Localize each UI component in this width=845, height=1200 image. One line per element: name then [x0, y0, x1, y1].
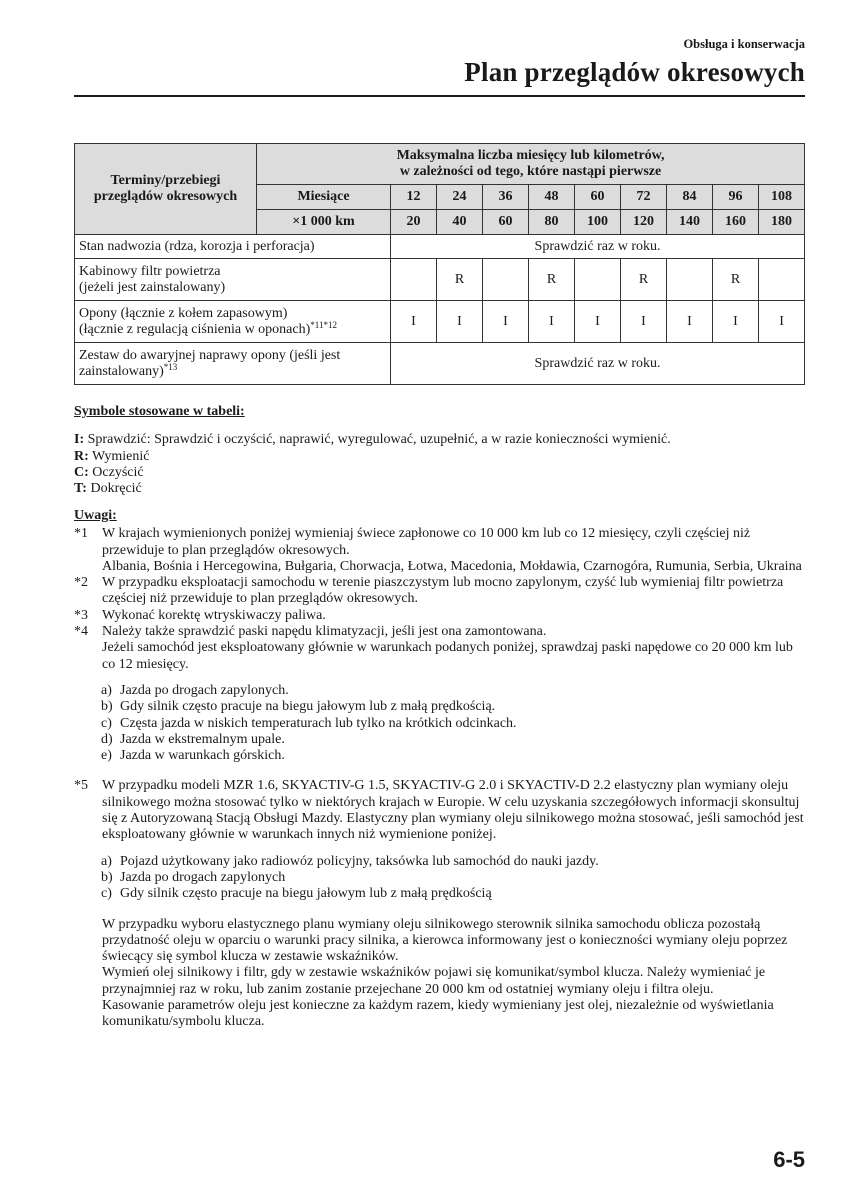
page-title: Plan przeglądów okresowych	[464, 57, 805, 87]
month-cell: 60	[575, 185, 621, 210]
table-row	[75, 301, 805, 343]
notes-heading: Uwagi:	[74, 508, 117, 523]
row-item-label: Kabinowy filtr powietrza (jeżeli jest zainstalowany)	[75, 259, 391, 301]
km-cell: 120	[621, 210, 667, 235]
schedule-cell: I	[621, 301, 667, 343]
title-divider	[74, 95, 805, 97]
schedule-cell	[391, 259, 437, 301]
month-cell: 72	[621, 185, 667, 210]
km-cell: 40	[437, 210, 483, 235]
row-span-text: Sprawdzić raz w roku.	[391, 235, 805, 259]
schedule-cell: R	[437, 259, 483, 301]
km-cell: 180	[759, 210, 805, 235]
list-item: a) Pojazd użytkowany jako radiowóz policyjny, taksówka lub samochód do nauki jazdy.	[101, 853, 599, 869]
symbol-item: R: Wymienić	[74, 448, 150, 464]
schedule-cell: I	[391, 301, 437, 343]
schedule-cell: I	[529, 301, 575, 343]
schedule-cell: R	[529, 259, 575, 301]
note-5-details: W przypadku wyboru elastycznego planu wymiany oleju silnikowego sterownik silnika samochodu oblicza pozostałą przydatność oleju w oparciu o warunki pracy silnika, a kierowca informowany jest o konieczności wymiany oleju poprzez świecący się symbol klucza w zestawie wskaźników. Wymień olej silnikowy i filtr, gdy w zestawie wskaźników pojawi się komunikat/symbol klucza. Należy wymieniać je przynajmniej raz w roku, lub zanim zostanie przejechane 20 000 km od ostatniej wymiany oleju i filtra oleju. Kasowanie parametrów oleju jest konieczne za każdym razem, kiedy wymieniany jest olej, niezależnie od wyświetlania komunikatu/symbolu klucza.	[102, 916, 788, 1030]
schedule-cell	[667, 259, 713, 301]
km-label: ×1 000 km	[257, 210, 391, 235]
schedule-cell: I	[437, 301, 483, 343]
km-cell: 160	[713, 210, 759, 235]
row-span-text: Sprawdzić raz w roku.	[391, 343, 805, 385]
month-cell: 24	[437, 185, 483, 210]
notes-section	[74, 508, 804, 1031]
table-row	[75, 235, 805, 259]
schedule-cell	[483, 259, 529, 301]
table-max-header: Maksymalna liczba miesięcy lub kilometrów, w zależności od tego, które nastąpi pierwsze	[257, 144, 805, 185]
schedule-cell: I	[575, 301, 621, 343]
symbol-item: T: Dokręcić	[74, 481, 142, 497]
list-item: a) Jazda po drogach zapylonych.	[101, 682, 289, 698]
month-cell: 12	[391, 185, 437, 210]
list-item: d) Jazda w ekstremalnym upale.	[101, 731, 285, 747]
note-5-list	[74, 854, 804, 903]
note-1: *1 W krajach wymienionych poniżej wymieniaj świece zapłonowe co 10 000 km lub co 12 miesięcy, czyli częściej niż przewiduje to plan przeglądów okresowych. Albania, Bośnia i Hercegowina, Bułgaria, Chorwacja, Łotwa, Macedonia, Mołdawia, Czarnogóra, Rumunia, Serbia, Ukraina	[74, 526, 802, 574]
inspection-schedule-table	[74, 143, 805, 385]
page-number: 6-5	[773, 1147, 805, 1172]
schedule-cell: I	[713, 301, 759, 343]
km-cell: 60	[483, 210, 529, 235]
list-item: c) Gdy silnik często pracuje na biegu jałowym lub z małą prędkością	[101, 886, 492, 902]
table-row	[75, 343, 805, 385]
schedule-cell: I	[759, 301, 805, 343]
row-item-label: Zestaw do awaryjnej naprawy opony (jeśli jest zainstalowany)$^{*13}$	[75, 343, 391, 385]
schedule-cell: I	[483, 301, 529, 343]
schedule-cell: R	[713, 259, 759, 301]
month-cell: 108	[759, 185, 805, 210]
month-cell: 96	[713, 185, 759, 210]
schedule-cell: I	[667, 301, 713, 343]
km-cell: 20	[391, 210, 437, 235]
table-corner-header: Terminy/przebiegi przeglądów okresowych	[75, 144, 257, 235]
row-item-label: Stan nadwozia (rdza, korozja i perforacja)	[75, 235, 391, 259]
note-3: *3 Wykonać korektę wtryskiwaczy paliwa.	[74, 607, 326, 623]
table-row	[75, 259, 805, 301]
note-4-list	[74, 683, 804, 764]
row-item-label: Opony (łącznie z kołem zapasowym) (łącznie z regulacją ciśnienia w oponach)$^{*11*12}$	[75, 301, 391, 343]
km-cell: 100	[575, 210, 621, 235]
symbols-list	[74, 432, 804, 497]
symbol-item: I: Sprawdzić: Sprawdzić i oczyścić, naprawić, wyregulować, uzupełnić, a w razie konieczności wymienić.	[74, 432, 671, 448]
symbol-item: C: Oczyścić	[74, 464, 144, 480]
km-cell: 140	[667, 210, 713, 235]
list-item: e) Jazda w warunkach górskich.	[101, 748, 285, 764]
km-cell: 80	[529, 210, 575, 235]
note-2: *2 W przypadku eksploatacji samochodu w terenie piaszczystym lub mocno zapylonym, czyść lub wymieniaj filtr powietrza częściej niż przewiduje to plan przeglądów okresowych.	[74, 575, 784, 607]
symbols-heading: Symbole stosowane w tabeli:	[74, 404, 245, 419]
schedule-cell	[575, 259, 621, 301]
list-item: b) Jazda po drogach zapylonych	[101, 869, 286, 885]
list-item: b) Gdy silnik często pracuje na biegu jałowym lub z małą prędkością.	[101, 699, 496, 715]
list-item: c) Częsta jazda w niskich temperaturach lub tylko na krótkich odcinkach.	[101, 715, 517, 731]
section-label: Obsługa i konserwacja	[683, 37, 805, 51]
schedule-cell	[759, 259, 805, 301]
month-cell: 36	[483, 185, 529, 210]
symbols-section	[74, 404, 804, 497]
month-cell: 48	[529, 185, 575, 210]
month-cell: 84	[667, 185, 713, 210]
months-label: Miesiące	[257, 185, 391, 210]
note-4: *4 Należy także sprawdzić paski napędu klimatyzacji, jeśli jest ona zamontowana. Jeżeli samochód jest eksploatowany głównie w warunkach podanych poniżej, sprawdzaj paski napędowe co 20 000 km lub co 12 miesięcy.	[74, 624, 793, 672]
schedule-cell: R	[621, 259, 667, 301]
note-5: *5 W przypadku modeli MZR 1.6, SKYACTIV-G 1.5, SKYACTIV-G 2.0 i SKYACTIV-D 2.2 elastyczny plan wymiany oleju silnikowego można stosować tylko w niektórych krajach w Europie. W celu uzyskania szczegółowych informacji skonsultuj się z Autoryzowaną Stacją Obsługi Mazdy. Elastyczny plan wymiany oleju silnikowego można stosować, jeśli samochód jest eksploatowany głównie w warunkach innych niż wymienione poniżej.	[74, 778, 804, 843]
